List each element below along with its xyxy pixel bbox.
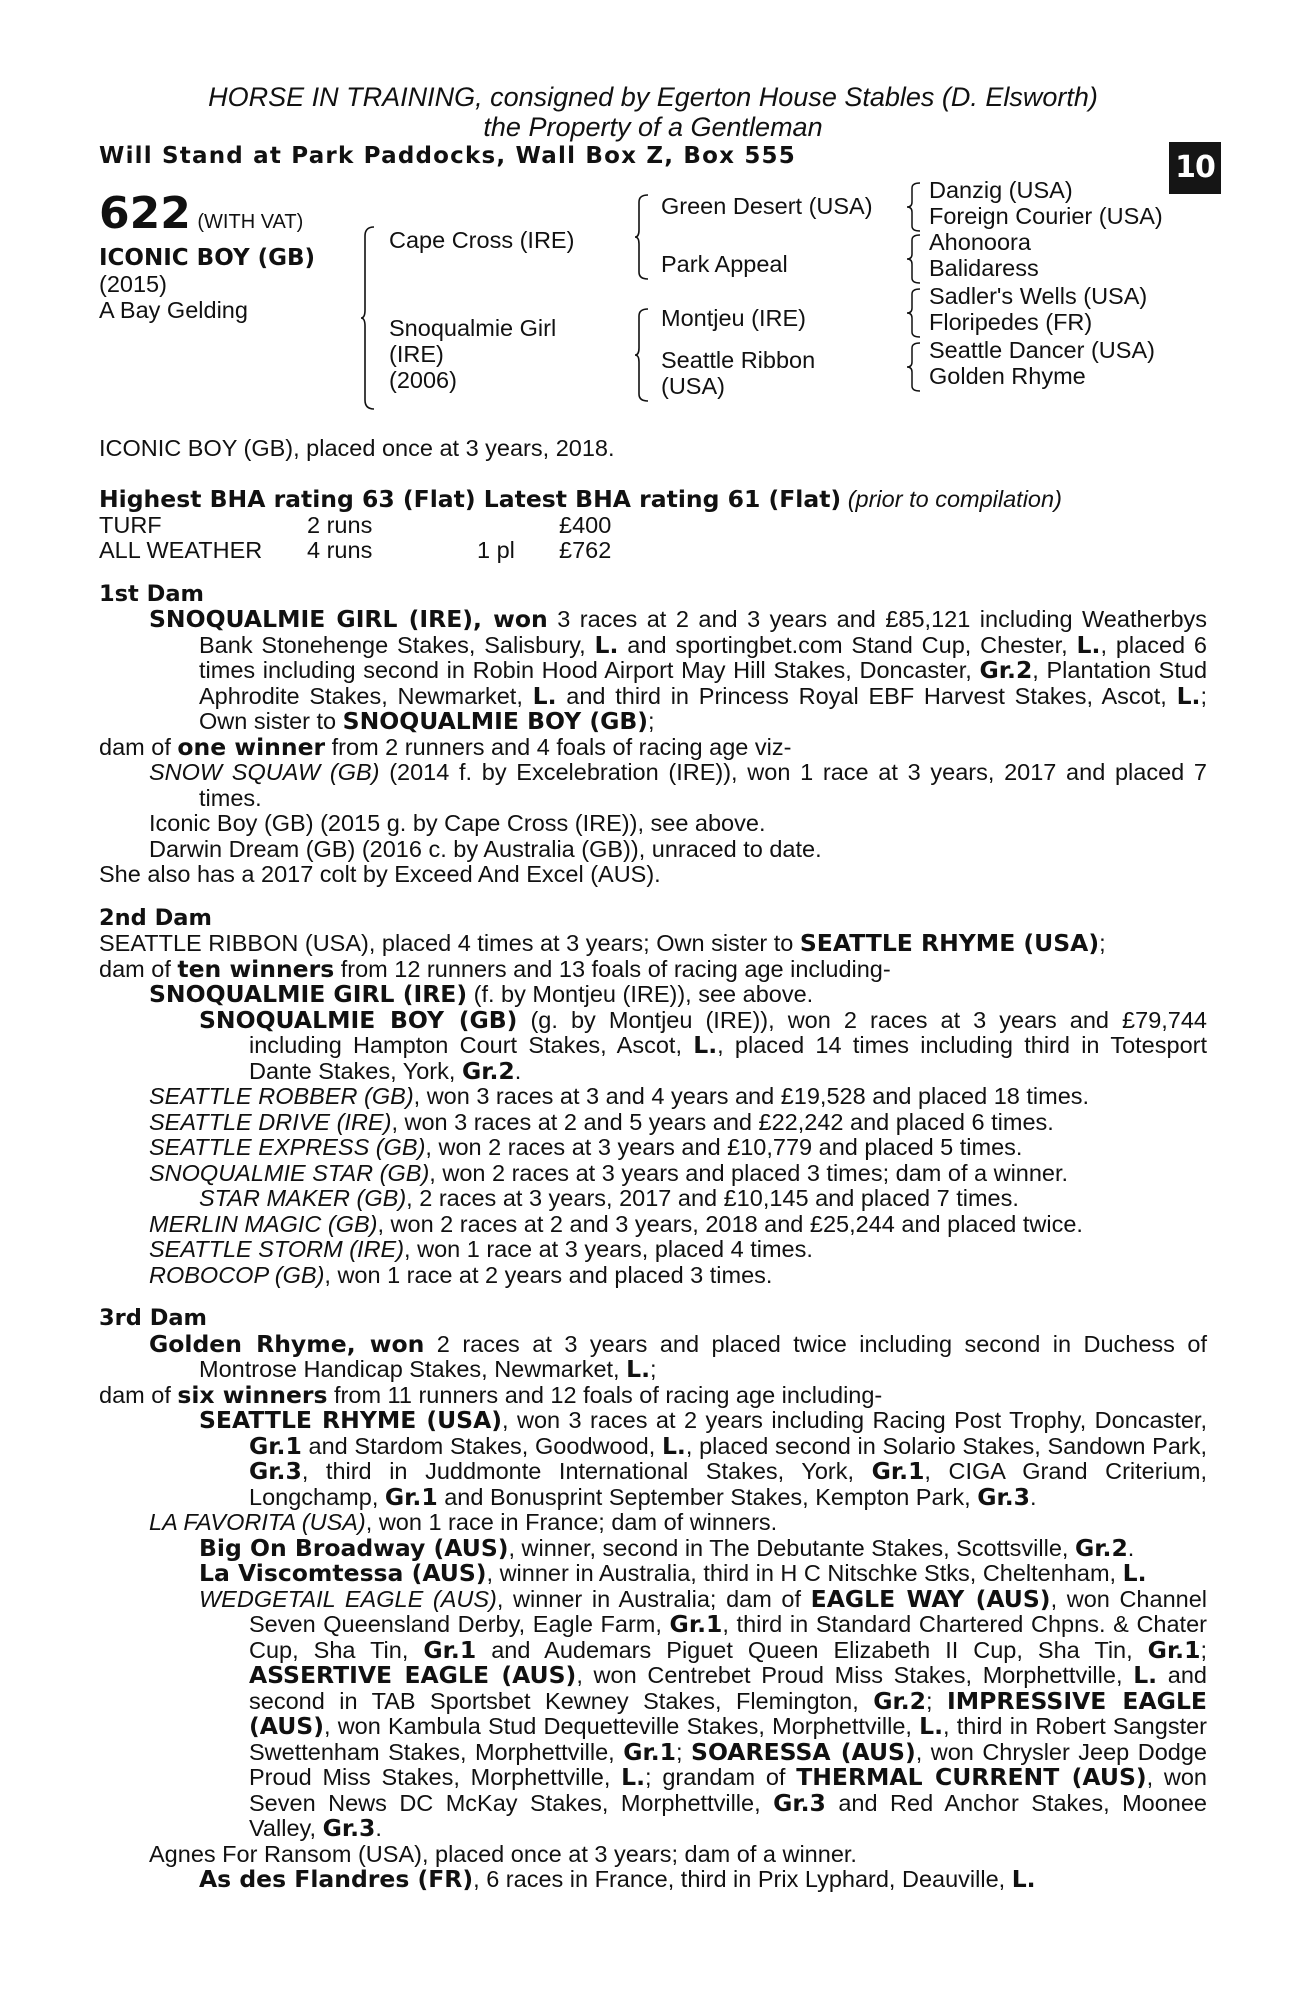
sire-sire-sire: Danzig (USA) (929, 176, 1073, 203)
list-item: SEATTLE DRIVE (IRE), won 3 races at 2 and 5 years and £22,242 and placed 6 times. (149, 1108, 1054, 1135)
consignor-line: HORSE IN TRAINING, consigned by Egerton House Stables (D. Elsworth) (208, 82, 1098, 112)
dam-sire-sire: Sadler's Wells (USA) (929, 282, 1148, 309)
catalogue-page (99, 82, 1215, 1893)
rating-bold: Highest BHA rating 63 (Flat) Latest BHA rating 61 (Flat) (99, 485, 842, 513)
list-item: SEATTLE STORM (IRE), won 1 race at 3 years, placed 4 times. (149, 1236, 813, 1262)
second-dam-section (99, 906, 1207, 1289)
stand-location: Will Stand at Park Paddocks, Wall Box Z, Box 555 (99, 143, 796, 169)
sire-dam: Park Appeal (661, 250, 788, 277)
list-item: SEATTLE ROBBER (GB), won 3 races at 3 and 4 years and £19,528 and placed 18 times. (149, 1083, 1090, 1109)
list-item: As des Flandres (FR), 6 races in France, third in Prix Lyphard, Deauville, L. (199, 1865, 1036, 1893)
sire-dam-sire: Ahonoora (929, 228, 1031, 255)
sire-dam-dam: Balidaress (929, 254, 1039, 281)
g3-bracket-1 (907, 182, 921, 232)
badge-number: 10 (1175, 150, 1215, 185)
record-runs: 2 runs (307, 511, 373, 538)
section-heading: 3rd Dam (99, 1305, 207, 1331)
lot-number: 622 (99, 187, 191, 239)
list-item: SNOQUALMIE STAR (GB), won 2 races at 3 years and placed 3 times; dam of a winner. (149, 1159, 1069, 1186)
section-heading: 1st Dam (99, 580, 204, 607)
list-item: SNOQUALMIE GIRL (IRE) (f. by Montjeu (IRE)), see above. (149, 980, 814, 1008)
dam1-entry: SNOQUALMIE GIRL (IRE), won 3 races at 2 and 3 years and £85,121 including Weatherbys Bank Stonehenge Stakes, Salisbury, L. and sportingbet.com Stand Cup, Chester, L., placed 6 times including second in Robin Hood Airport May Hill Stakes, Doncaster, Gr.2, Plantation Stud Aphrodite Stakes, Newmarket, L. and third in Princess Royal EBF Harvest Stakes, Ascot, L.; Own sister to SNOQUALMIE BOY (GB); (149, 605, 1208, 735)
dam1-produce-intro: dam of one winner from 2 runners and 4 foals of racing age viz- (99, 732, 792, 761)
list-item: Agnes For Ransom (USA), placed once at 3 years; dam of a winner. (149, 1840, 857, 1867)
dam-dam-line-2: (USA) (661, 372, 725, 399)
record-amount: £762 (559, 537, 612, 563)
record-amount: £400 (559, 511, 612, 538)
sire-line-bracket (635, 194, 649, 280)
list-item: La Viscomtessa (AUS), winner in Australia, third in H C Nitschke Stks, Cheltenham, L. (199, 1559, 1147, 1587)
race-record-table (99, 513, 611, 564)
record-placed (477, 513, 559, 539)
first-dam-section (99, 582, 1207, 888)
dam1-name: SNOQUALMIE GIRL (IRE), won (149, 605, 548, 633)
dam2-produce-intro: dam of ten winners from 12 runners and 13 foals of racing age including- (99, 954, 891, 983)
ratings-block (99, 487, 1207, 564)
list-item: SEATTLE RHYME (USA), won 3 races at 2 years including Racing Post Trophy, Doncaster, Gr.1 and Stardom Stakes, Goodwood, L., placed second in Solario Stakes, Sandown Park, Gr.3, third in Juddmonte International Stakes, York, Gr.1, CIGA Grand Criterium, Longchamp, Gr.1 and Bonusprint September Stakes, Kempton Park, Gr.3. (199, 1406, 1207, 1511)
list-item: SNOQUALMIE BOY (GB) (g. by Montjeu (IRE)), won 2 races at 3 years and £79,744 including Hampton Court Stakes, Ascot, L., placed 14 times including third in Totesport Dante Stakes, York, Gr.2. (199, 1005, 1207, 1085)
list-item: SNOW SQUAW (GB) (2014 f. by Excelebration (IRE)), won 1 race at 3 years, 2017 and placed 7 times. (149, 759, 1207, 811)
rating-line (99, 487, 1207, 513)
dam-line-2: (IRE) (389, 340, 444, 367)
sire: Cape Cross (IRE) (389, 226, 575, 253)
record-placed: 1 pl (477, 537, 515, 563)
list-item: SEATTLE EXPRESS (GB), won 2 races at 3 years and £10,779 and placed 5 times. (149, 1134, 1023, 1160)
dam-dam-sire: Seattle Dancer (USA) (929, 336, 1155, 363)
horse-year: (2015) (99, 270, 167, 297)
header (99, 82, 1207, 170)
list-item: Iconic Boy (GB) (2015 g. by Cape Cross (IRE)), see above. (149, 810, 766, 836)
horse-desc: A Bay Gelding (99, 296, 248, 323)
dam-line-bracket (635, 308, 649, 402)
list-item: STAR MAKER (GB), 2 races at 3 years, 2017 and £10,145 and placed 7 times. (199, 1185, 1019, 1211)
dam-dam-dam: Golden Rhyme (929, 362, 1086, 389)
dam-line-3: (2006) (389, 366, 457, 393)
list-item: WEDGETAIL EAGLE (AUS), winner in Australia; dam of EAGLE WAY (AUS), won Channel Seven Queensland Derby, Eagle Farm, Gr.1, third in Standard Chartered Chpns. & Chater Cup, Sha Tin, Gr.1 and Audemars Piguet Queen Elizabeth II Cup, Sha Tin, Gr.1; ASSERTIVE EAGLE (AUS), won Centrebet Proud Miss Stakes, Morphettville, L. and second in TAB Sportsbet Kewney Stakes, Flemington, Gr.2; IMPRESSIVE EAGLE (AUS), won Kambula Stud Dequetteville Stakes, Morphettville, L., third in Robert Sangster Swettenham Stakes, Morphettville, Gr.1; SOARESSA (AUS), won Chrysler Jeep Dodge Proud Miss Stakes, Morphettville, L.; grandam of THERMAL CURRENT (AUS), won Seven News DC McKay Stakes, Morphettville, Gr.3 and Red Anchor Stakes, Moonee Valley, Gr.3. (199, 1584, 1208, 1842)
gen1-bracket (361, 226, 375, 410)
dam-sire: Montjeu (IRE) (661, 304, 806, 331)
section-heading: 2nd Dam (99, 904, 212, 931)
property-line: the Property of a Gentleman (483, 112, 823, 142)
race-summary: ICONIC BOY (GB), placed once at 3 years, 2018. (99, 434, 615, 461)
badge-plus: + (1175, 129, 1186, 145)
record-runs: 4 runs (307, 537, 373, 563)
dam3-produce-intro: dam of six winners from 11 runners and 12 foals of racing age including- (99, 1380, 883, 1409)
list-item: MERLIN MAGIC (GB), won 2 races at 2 and 3 years, 2018 and £25,244 and placed twice. (149, 1210, 1083, 1237)
list-item: Big On Broadway (AUS), winner, second in The Debutante Stakes, Scottsville, Gr.2. (199, 1533, 1135, 1562)
record-surface: ALL WEATHER (99, 537, 263, 563)
sire-sire-dam: Foreign Courier (USA) (929, 202, 1163, 229)
table-row (99, 538, 611, 564)
record-surface: TURF (99, 511, 162, 538)
dam-sire-dam: Floripedes (FR) (929, 308, 1093, 335)
rating-note: (prior to compilation) (847, 486, 1062, 512)
lot-number-line (99, 187, 304, 239)
dam-dam-line-1: Seattle Ribbon (661, 346, 816, 373)
list-item: ROBOCOP (GB), won 1 race at 2 years and placed 3 times. (149, 1261, 773, 1288)
horse-name: ICONIC BOY (GB) (99, 244, 316, 271)
lot-badge (1169, 129, 1221, 194)
list-item: Darwin Dream (GB) (2016 c. by Australia (GB)), unraced to date. (149, 835, 822, 862)
dam-line-1: Snoqualmie Girl (389, 314, 557, 341)
list-item: She also has a 2017 colt by Exceed And Excel (AUS). (99, 861, 661, 887)
third-dam-section (99, 1306, 1207, 1893)
table-row (99, 513, 611, 539)
dam2-entry: SEATTLE RIBBON (USA), placed 4 times at 3 years; Own sister to SEATTLE RHYME (USA); (99, 929, 1106, 957)
pedigree (99, 176, 1207, 442)
g3-bracket-3 (907, 288, 921, 338)
sire-sire: Green Desert (USA) (661, 192, 873, 219)
vat-label: (WITH VAT) (197, 210, 304, 233)
list-item: LA FAVORITA (USA), won 1 race in France; dam of winners. (149, 1509, 778, 1535)
dam3-entry: Golden Rhyme, won 2 races at 3 years and placed twice including second in Duchess of Montrose Handicap Stakes, Newmarket, L.; (149, 1329, 1207, 1383)
g3-bracket-4 (907, 342, 921, 392)
g3-bracket-2 (907, 234, 921, 284)
